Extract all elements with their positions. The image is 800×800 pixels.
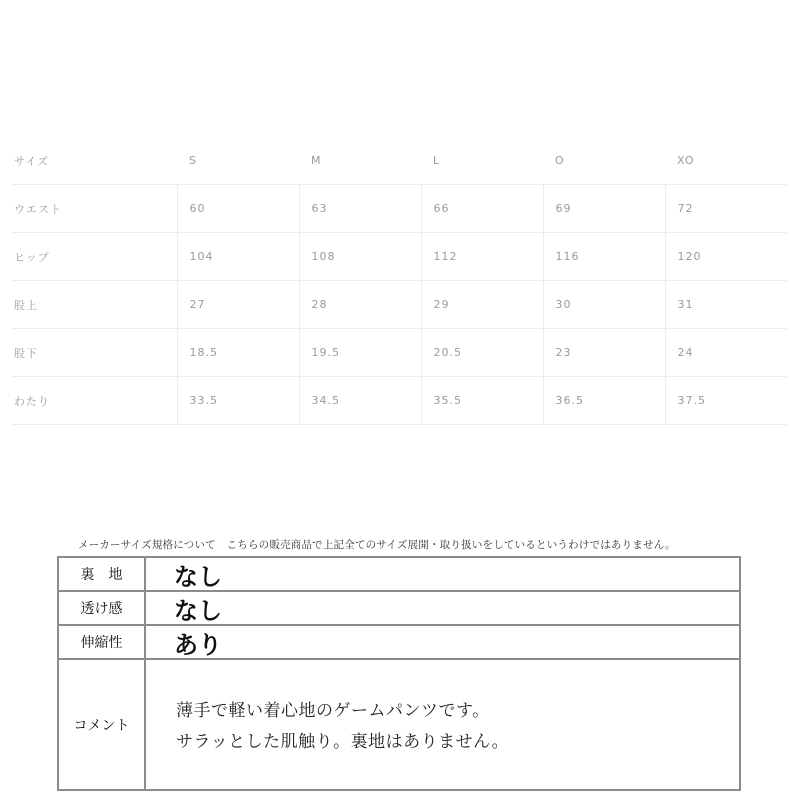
table-cell: 30 xyxy=(543,281,665,329)
table-cell: 18.5 xyxy=(177,329,299,377)
table-row xyxy=(12,377,787,425)
spec-row-stretch xyxy=(59,626,739,660)
size-header-xo: XO xyxy=(677,154,695,167)
spec-label-sheerness: 透け感 xyxy=(59,592,146,624)
size-header-o: O xyxy=(555,154,565,167)
table-cell: 20.5 xyxy=(421,329,543,377)
table-row xyxy=(12,281,787,329)
size-header-label: サイズ xyxy=(14,154,50,168)
table-cell: 108 xyxy=(299,233,421,281)
size-header-m: M xyxy=(311,154,322,167)
row-label-inseam: 股下 xyxy=(12,329,177,377)
table-cell: 23 xyxy=(543,329,665,377)
size-note: メーカーサイズ規格について こちらの販売商品で上記全てのサイズ展開・取り扱いをしているというわけではありません。 xyxy=(78,539,676,551)
table-row xyxy=(12,329,787,377)
size-table xyxy=(12,137,787,425)
spec-row-lining xyxy=(59,558,739,592)
table-cell: 72 xyxy=(665,185,787,233)
spec-value-sheerness: なし xyxy=(174,596,222,625)
table-cell: 104 xyxy=(177,233,299,281)
table-cell: 24 xyxy=(665,329,787,377)
table-cell: 66 xyxy=(421,185,543,233)
table-cell: 19.5 xyxy=(299,329,421,377)
size-header-l: L xyxy=(433,154,441,167)
table-cell: 35.5 xyxy=(421,377,543,425)
table-cell: 34.5 xyxy=(299,377,421,425)
spec-value-lining: なし xyxy=(174,562,222,591)
table-cell: 37.5 xyxy=(665,377,787,425)
table-row xyxy=(12,233,787,281)
spec-box xyxy=(57,556,741,791)
table-cell: 112 xyxy=(421,233,543,281)
spec-row-comment xyxy=(59,660,739,789)
table-cell: 29 xyxy=(421,281,543,329)
table-cell: 69 xyxy=(543,185,665,233)
table-row xyxy=(12,185,787,233)
table-cell: 33.5 xyxy=(177,377,299,425)
spec-value-stretch: あり xyxy=(174,630,222,659)
row-label-hip: ヒップ xyxy=(12,233,177,281)
table-cell: 31 xyxy=(665,281,787,329)
size-header-row xyxy=(12,137,787,185)
size-header-s: S xyxy=(189,154,197,167)
row-label-thigh: わたり xyxy=(12,377,177,425)
table-cell: 36.5 xyxy=(543,377,665,425)
comment-line-2: サラッとした肌触り。裏地はありません。 xyxy=(176,732,510,752)
row-label-rise: 股上 xyxy=(12,281,177,329)
spec-label-comment: コメント xyxy=(59,660,146,789)
spec-label-lining: 裏 地 xyxy=(59,558,146,590)
table-cell: 120 xyxy=(665,233,787,281)
table-cell: 27 xyxy=(177,281,299,329)
table-cell: 116 xyxy=(543,233,665,281)
comment-line-1: 薄手で軽い着心地のゲームパンツです。 xyxy=(176,701,490,721)
table-cell: 63 xyxy=(299,185,421,233)
spec-comment-text xyxy=(176,696,509,758)
table-cell: 60 xyxy=(177,185,299,233)
spec-label-stretch: 伸縮性 xyxy=(59,626,146,658)
spec-row-sheerness xyxy=(59,592,739,626)
row-label-waist: ウエスト xyxy=(12,185,177,233)
table-cell: 28 xyxy=(299,281,421,329)
